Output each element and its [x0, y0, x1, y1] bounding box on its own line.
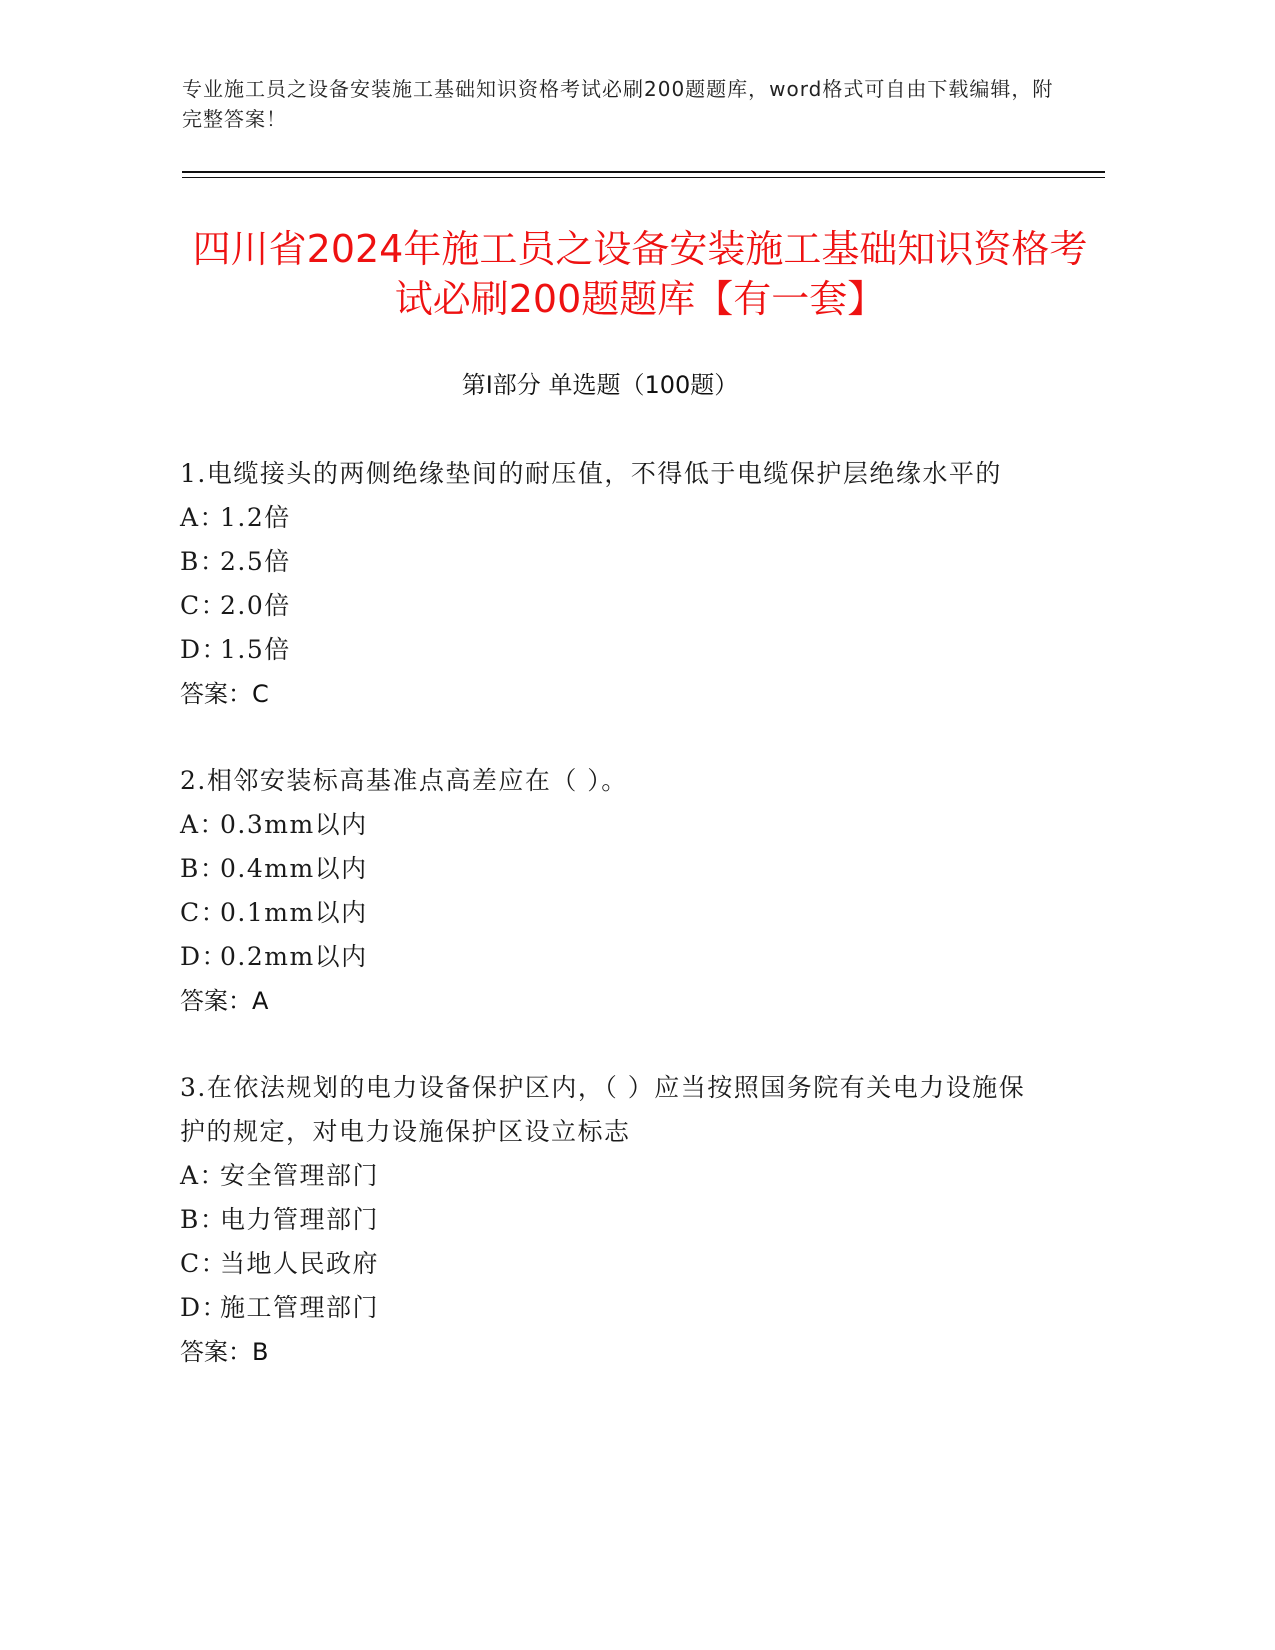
option-key: D： [180, 942, 229, 971]
question-1 [180, 452, 1040, 716]
option-b [180, 847, 1040, 891]
option-b [180, 540, 1040, 584]
answer-label: 答案：A [180, 987, 269, 1015]
option-text: 施工管理部门 [220, 1293, 380, 1322]
answer-label: 答案：C [180, 680, 269, 708]
option-text: 1.5倍 [220, 635, 291, 664]
option-d [180, 935, 1040, 979]
header-note: 专业施工员之设备安装施工基础知识资格考试必刷200题题库，word格式可自由下载编辑，附完整答案！ [182, 77, 1054, 131]
question-3 [180, 1066, 1040, 1374]
option-text: 电力管理部门 [220, 1205, 380, 1234]
document-title: 四川省2024年施工员之设备安装施工基础知识资格考试必刷200题题库【有一套】 [192, 227, 1088, 321]
option-key: D： [180, 1293, 229, 1322]
option-key: C： [180, 1249, 228, 1278]
option-d [180, 1286, 1040, 1330]
option-a [180, 1154, 1040, 1198]
option-a [180, 803, 1040, 847]
option-key: C： [180, 898, 228, 927]
option-key: D： [180, 635, 229, 664]
question-stem: 3.在依法规划的电力设备保护区内，（ ）应当按照国务院有关电力设施保护的规定，对电力设施保护区设立标志 [180, 1073, 1026, 1146]
option-c [180, 891, 1040, 935]
question-list [180, 452, 1040, 1417]
question-stem: 1.电缆接头的两侧绝缘垫间的耐压值，不得低于电缆保护层绝缘水平的 [180, 459, 1002, 488]
option-c [180, 584, 1040, 628]
option-text: 0.2mm以内 [220, 942, 368, 971]
header-divider-thin [182, 177, 1105, 178]
option-key: B： [180, 854, 227, 883]
option-text: 0.4mm以内 [220, 854, 368, 883]
option-d [180, 628, 1040, 672]
option-key: A： [180, 503, 227, 532]
option-key: A： [180, 810, 227, 839]
option-text: 安全管理部门 [220, 1161, 380, 1190]
question-stem: 2.相邻安装标高基准点高差应在（ ）。 [180, 766, 628, 795]
header-divider-thick [182, 171, 1105, 173]
option-c [180, 1242, 1040, 1286]
option-a [180, 496, 1040, 540]
option-text: 2.5倍 [220, 547, 291, 576]
section-heading: 第Ⅰ部分 单选题（100题） [461, 371, 739, 399]
option-text: 0.3mm以内 [220, 810, 368, 839]
option-key: B： [180, 1205, 227, 1234]
option-b [180, 1198, 1040, 1242]
option-key: B： [180, 547, 227, 576]
option-key: A： [180, 1161, 227, 1190]
option-text: 2.0倍 [220, 591, 291, 620]
option-text: 1.2倍 [220, 503, 291, 532]
answer-label: 答案：B [180, 1338, 269, 1366]
question-2 [180, 759, 1040, 1023]
option-text: 0.1mm以内 [220, 898, 368, 927]
option-text: 当地人民政府 [220, 1249, 380, 1278]
option-key: C： [180, 591, 228, 620]
